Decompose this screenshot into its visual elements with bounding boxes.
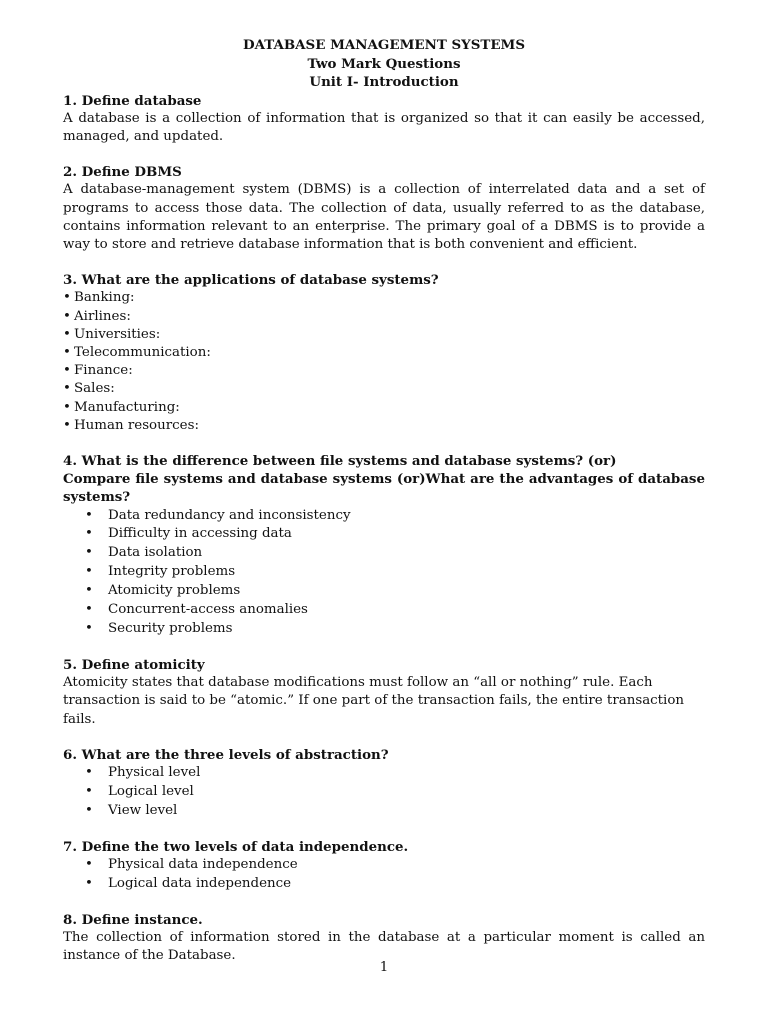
list-item: • Physical level [63, 764, 705, 783]
question-1-title: 1. Define database [63, 92, 202, 109]
question-3-title: 3. What are the applications of database systems? [63, 272, 439, 289]
bullet-icon: • [63, 399, 71, 415]
list-item: • Atomicity problems [63, 582, 705, 601]
header-unit: Unit I- Introduction [309, 74, 459, 90]
list-item: • Difficulty in accessing data [63, 525, 705, 544]
list-item: • Logical data independence [63, 875, 705, 894]
bullet-icon: • [63, 290, 71, 306]
spacer [63, 254, 705, 271]
bullet-icon: • [63, 344, 71, 360]
document-header [63, 36, 705, 92]
spacer [63, 146, 705, 163]
bullet-icon: • [85, 783, 93, 799]
abstraction-levels-list [63, 764, 705, 821]
header-subtitle: Two Mark Questions [307, 55, 461, 72]
bullet-icon: • [85, 526, 93, 542]
question-4-title-continued: Compare file systems and database systems (or)What are the advantages of database systems? [63, 471, 705, 506]
bullet-icon: • [85, 602, 93, 618]
bullet-icon: • [85, 545, 93, 561]
applications-list [63, 289, 705, 435]
question-5-answer: Atomicity states that database modifications must follow an “all or nothing” rule. Each transaction is said to be “atomic.” If one part of the transaction fails, the entire transaction fails. [63, 675, 685, 727]
list-item: • Logical level [63, 783, 705, 802]
question-8-answer: The collection of information stored in the database at a particular moment is called an instance of the Database. [63, 929, 705, 964]
list-item: • Telecommunication: [63, 344, 705, 362]
document-page [63, 36, 705, 965]
header-title: DATABASE MANAGEMENT SYSTEMS [242, 37, 526, 53]
spacer [63, 435, 705, 452]
question-8-title: 8. Define instance. [63, 911, 203, 928]
list-item: • Security problems [63, 620, 705, 639]
question-2-title: 2. Define DBMS [63, 164, 182, 181]
bullet-icon: • [85, 621, 93, 636]
bullet-icon: • [85, 875, 93, 891]
list-item: • Human resources: [63, 417, 705, 435]
list-item: • Sales: [63, 380, 705, 398]
list-item: • Airlines: [63, 308, 705, 326]
bullet-icon: • [63, 326, 71, 342]
bullet-icon: • [63, 417, 71, 433]
bullet-icon: • [85, 507, 93, 523]
spacer [63, 729, 705, 746]
list-item: • Physical data independence [63, 856, 705, 875]
list-item: • View level [63, 802, 705, 821]
bullet-icon: • [85, 802, 93, 818]
data-independence-list [63, 856, 705, 894]
list-item: • Integrity problems [63, 563, 705, 582]
list-item: • Banking: [63, 289, 705, 307]
question-1-answer: A database is a collection of information that is organized so that it can easily be accessed, managed, and updated. [63, 110, 705, 144]
bullet-icon: • [85, 764, 93, 780]
spacer [63, 639, 705, 656]
bullet-icon: • [63, 363, 71, 379]
list-item: • Universities: [63, 326, 705, 344]
advantages-list [63, 507, 705, 639]
page-number: 1 [379, 960, 389, 975]
bullet-icon: • [85, 564, 93, 580]
question-4-title: 4. What is the difference between file systems and database systems? (or) [63, 452, 617, 469]
bullet-icon: • [63, 308, 71, 324]
spacer [63, 821, 705, 838]
question-7-title: 7. Define the two levels of data independence. [63, 838, 409, 855]
list-item: • Data redundancy and inconsistency [63, 507, 705, 526]
list-item: • Data isolation [63, 544, 705, 563]
bullet-icon: • [63, 381, 71, 397]
question-6-title: 6. What are the three levels of abstraction? [63, 746, 389, 763]
list-item: • Finance: [63, 362, 705, 380]
list-item: • Manufacturing: [63, 399, 705, 417]
question-2-answer: A database-management system (DBMS) is a collection of interrelated data and a set of programs to access those data. The collection of data, usually referred to as the database, contains information relevant to an enterprise. The primary goal of a DBMS is to provide a way to store and retrieve database information that is both convenient and efficient. [63, 182, 705, 252]
spacer [63, 894, 705, 911]
list-item: • Concurrent-access anomalies [63, 601, 705, 620]
bullet-icon: • [85, 856, 93, 872]
bullet-icon: • [85, 583, 93, 599]
question-5-title: 5. Define atomicity [63, 656, 205, 673]
